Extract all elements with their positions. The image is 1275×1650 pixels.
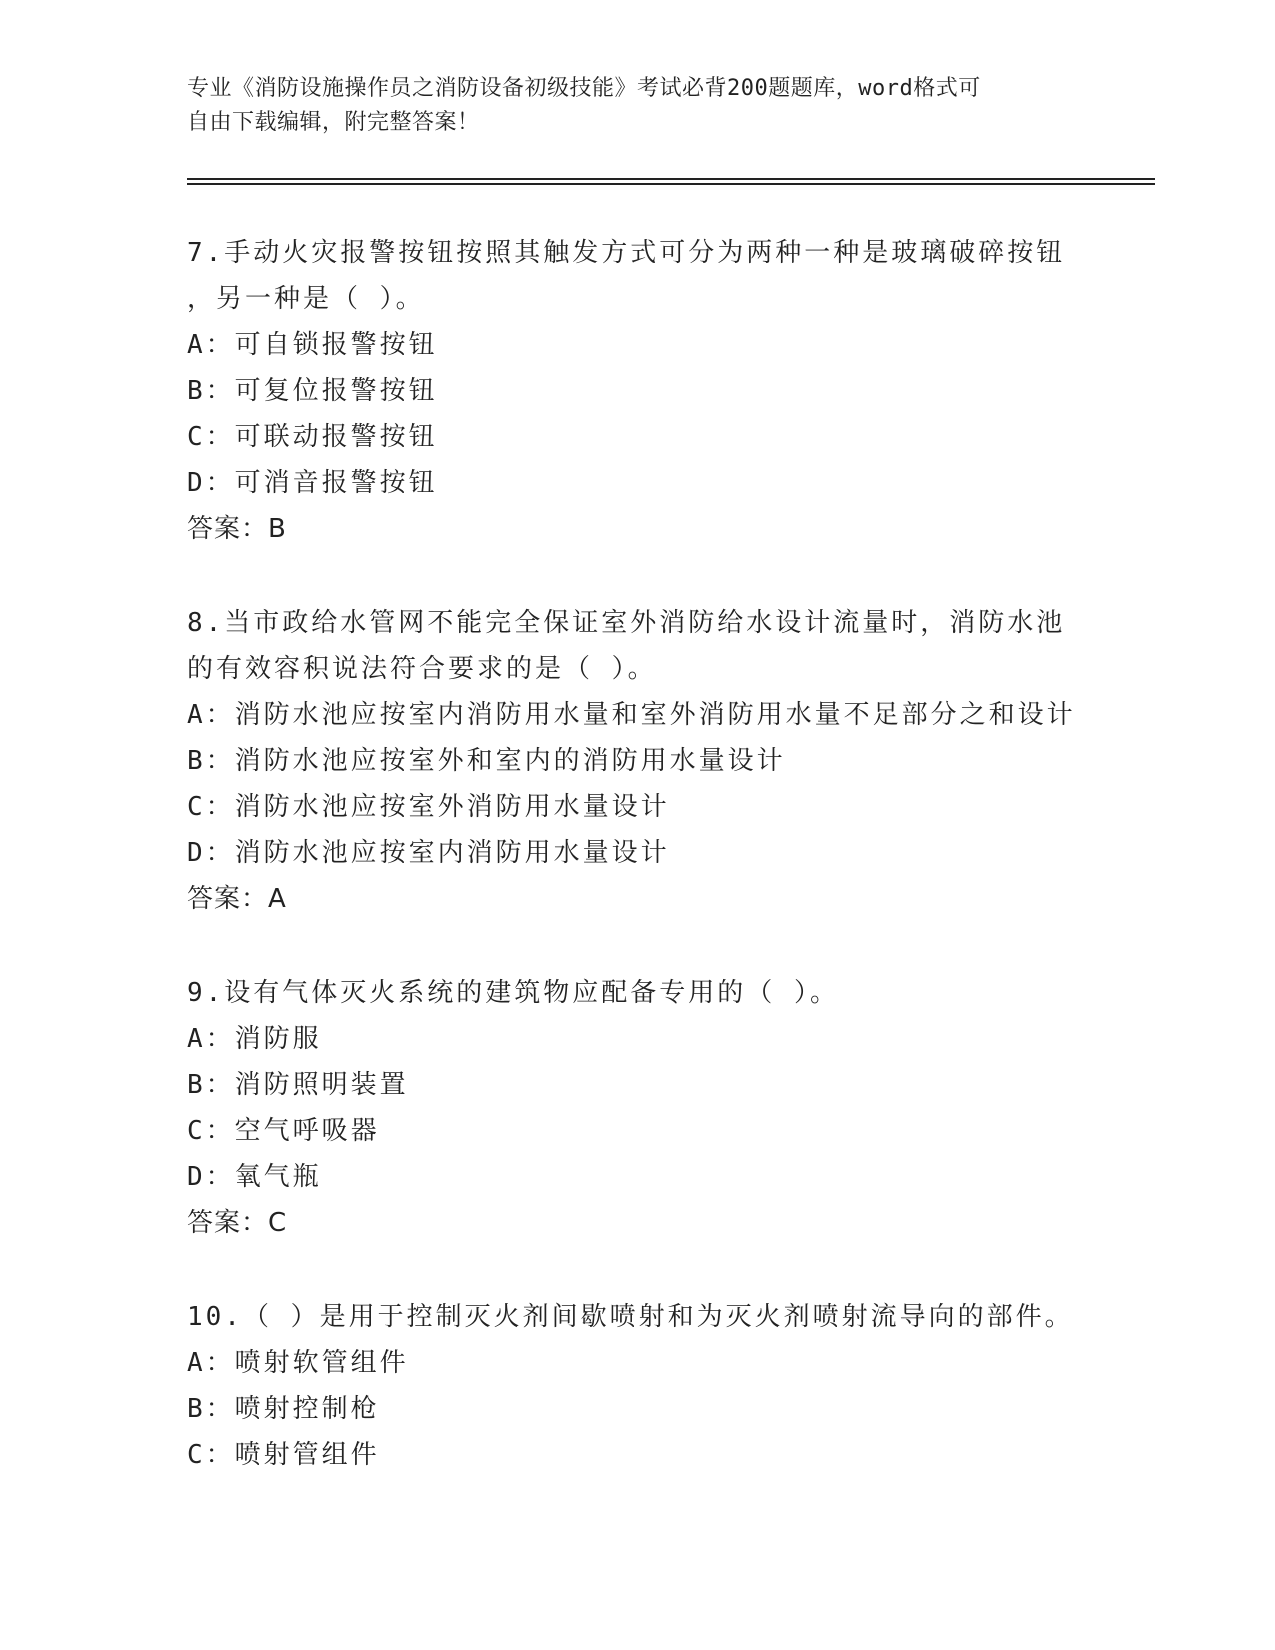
header-line-1: 专业《消防设施操作员之消防设备初级技能》考试必背200题题库，word格式可 <box>187 76 981 101</box>
question-stem: 8.当市政给水管网不能完全保证室外消防给水设计流量时，消防水池 <box>187 608 1066 638</box>
option-a: A：消防水池应按室内消防用水量和室外消防用水量不足部分之和设计 <box>187 700 1076 730</box>
header-line-2: 自由下载编辑，附完整答案！ <box>187 110 480 135</box>
option-c: C：消防水池应按室外消防用水量设计 <box>187 792 670 822</box>
option-c: C：可联动报警按钮 <box>187 422 438 452</box>
question-8 <box>187 600 1087 922</box>
option-c: C：喷射管组件 <box>187 1440 380 1470</box>
option-b: B：消防照明装置 <box>187 1070 409 1100</box>
question-stem: 10.（ ）是用于控制灭火剂间歇喷射和为灭火剂喷射流导向的部件。 <box>187 1302 1074 1332</box>
question-stem: 7.手动火灾报警按钮按照其触发方式可分为两种一种是玻璃破碎按钮 <box>187 238 1066 268</box>
option-d: D：氧气瓶 <box>187 1162 322 1192</box>
option-b: B：消防水池应按室外和室内的消防用水量设计 <box>187 746 786 776</box>
header-divider-bottom <box>187 183 1155 185</box>
answer: 答案：C <box>187 1208 288 1238</box>
question-stem-continued: ，另一种是（ ）。 <box>187 284 425 314</box>
option-a: A：消防服 <box>187 1024 322 1054</box>
option-b: B：可复位报警按钮 <box>187 376 438 406</box>
question-list <box>187 230 1087 1526</box>
document-header <box>187 72 1067 140</box>
option-c: C：空气呼吸器 <box>187 1116 380 1146</box>
answer: 答案：B <box>187 514 287 544</box>
option-a: A：可自锁报警按钮 <box>187 330 438 360</box>
question-10 <box>187 1294 1087 1478</box>
option-d: D：可消音报警按钮 <box>187 468 438 498</box>
question-stem-continued: 的有效容积说法符合要求的是（ ）。 <box>187 654 657 684</box>
question-9 <box>187 970 1087 1246</box>
question-stem: 9.设有气体灭火系统的建筑物应配备专用的（ ）。 <box>187 978 839 1008</box>
option-a: A：喷射软管组件 <box>187 1348 409 1378</box>
header-divider-top <box>187 178 1155 180</box>
option-d: D：消防水池应按室内消防用水量设计 <box>187 838 670 868</box>
answer: 答案：A <box>187 884 287 914</box>
option-b: B：喷射控制枪 <box>187 1394 380 1424</box>
question-7 <box>187 230 1087 552</box>
